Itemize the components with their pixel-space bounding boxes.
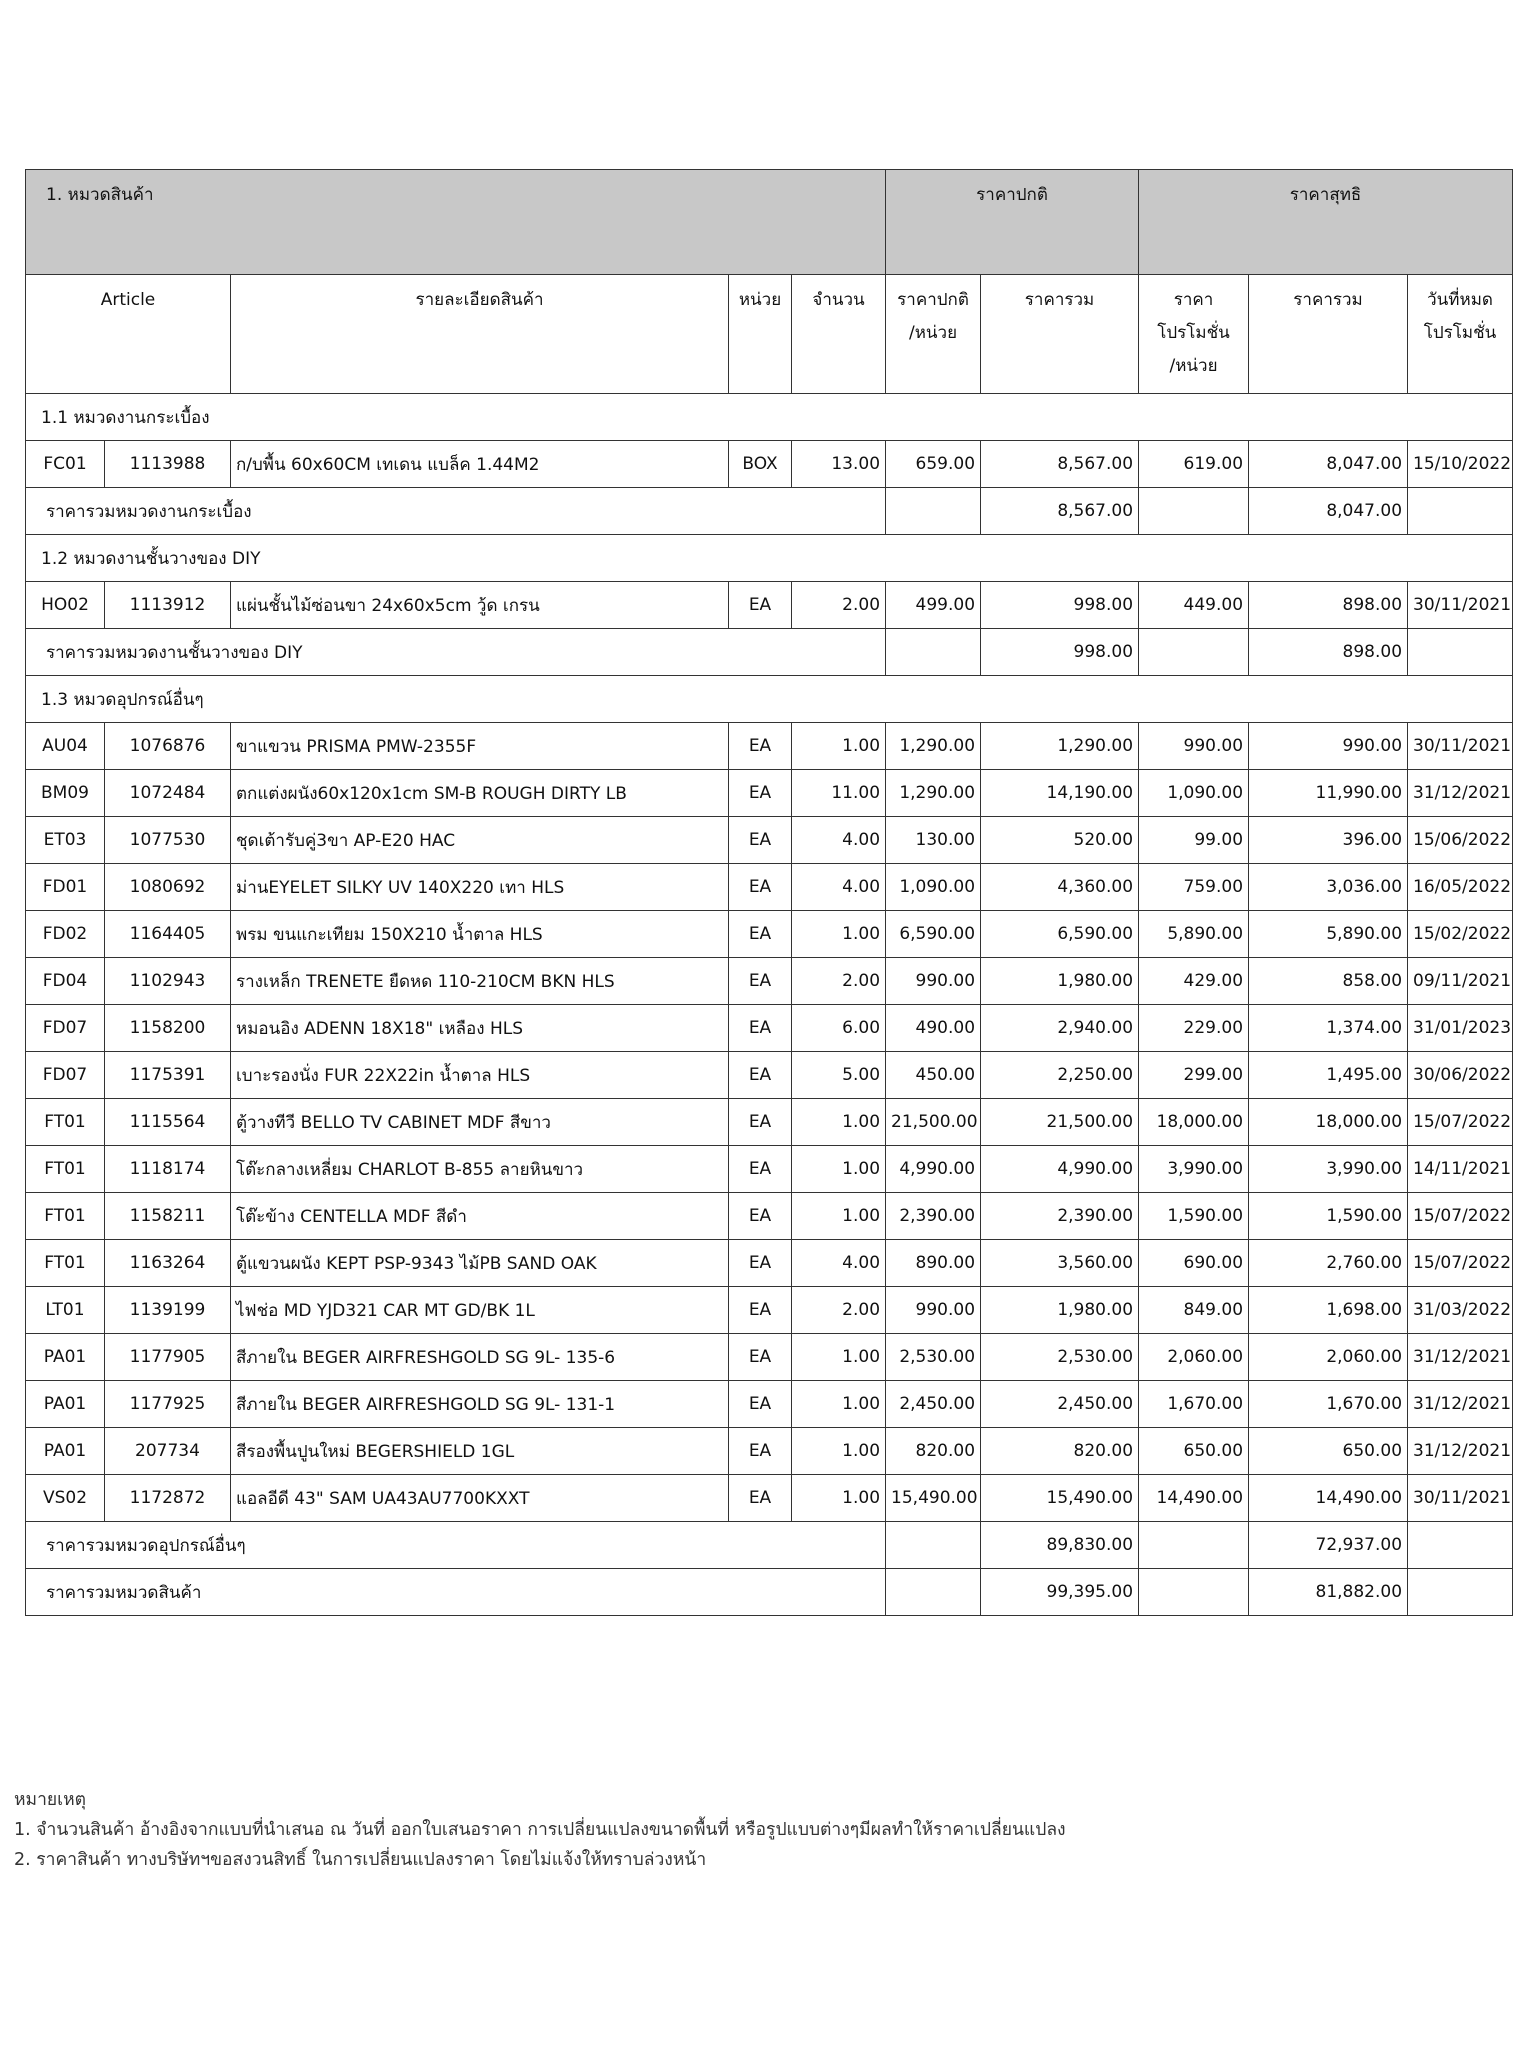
item-promo-price: 299.00 <box>1139 1052 1249 1099</box>
item-unit: EA <box>729 1052 792 1099</box>
item-qty: 1.00 <box>792 723 886 770</box>
item-article: 1158211 <box>105 1193 231 1240</box>
item-article: 1072484 <box>105 770 231 817</box>
item-promo-end: 31/12/2021 <box>1408 770 1513 817</box>
table-row <box>26 1334 1513 1381</box>
item-unit-price: 659.00 <box>886 441 981 488</box>
item-unit: EA <box>729 817 792 864</box>
item-promo-end: 15/02/2022 <box>1408 911 1513 958</box>
item-description: โต๊ะข้าง CENTELLA MDF สีดำ <box>231 1193 729 1240</box>
item-code: ET03 <box>26 817 105 864</box>
item-unit-price: 15,490.00 <box>886 1475 981 1522</box>
item-code: FT01 <box>26 1099 105 1146</box>
item-unit: EA <box>729 1334 792 1381</box>
item-promo-end: 31/12/2021 <box>1408 1334 1513 1381</box>
item-article: 207734 <box>105 1428 231 1475</box>
item-promo-end: 15/06/2022 <box>1408 817 1513 864</box>
item-promo-total: 1,698.00 <box>1249 1287 1408 1334</box>
item-code: FD07 <box>26 1052 105 1099</box>
item-total: 14,190.00 <box>981 770 1139 817</box>
item-description: ตู้แขวนผนัง KEPT PSP-9343 ไม้PB SAND OAK <box>231 1240 729 1287</box>
item-promo-end: 31/01/2023 <box>1408 1005 1513 1052</box>
item-qty: 1.00 <box>792 1475 886 1522</box>
item-total: 21,500.00 <box>981 1099 1139 1146</box>
col-promo-end <box>1408 275 1513 394</box>
item-article: 1102943 <box>105 958 231 1005</box>
item-promo-price: 690.00 <box>1139 1240 1249 1287</box>
header-row-columns <box>26 275 1513 394</box>
item-qty: 2.00 <box>792 958 886 1005</box>
col-promo-price <box>1139 275 1249 394</box>
item-unit: EA <box>729 723 792 770</box>
item-unit: EA <box>729 958 792 1005</box>
item-description: ตกแต่งผนัง60x120x1cm SM-B ROUGH DIRTY LB <box>231 770 729 817</box>
notes <box>14 1785 1066 1875</box>
item-promo-end: 30/11/2021 <box>1408 1475 1513 1522</box>
normal-price-header: ราคาปกติ <box>886 170 1139 275</box>
item-qty: 1.00 <box>792 1334 886 1381</box>
item-unit: EA <box>729 911 792 958</box>
item-promo-end: 30/11/2021 <box>1408 582 1513 629</box>
item-promo-total: 3,990.00 <box>1249 1146 1408 1193</box>
table-row <box>26 958 1513 1005</box>
item-promo-price: 1,090.00 <box>1139 770 1249 817</box>
item-unit: EA <box>729 1287 792 1334</box>
table-row <box>26 582 1513 629</box>
col-article: Article <box>26 275 231 394</box>
item-total: 1,980.00 <box>981 958 1139 1005</box>
item-promo-end: 30/06/2022 <box>1408 1052 1513 1099</box>
table-row <box>26 441 1513 488</box>
subtotal-total: 998.00 <box>981 629 1139 676</box>
subtotal-promo-total: 72,937.00 <box>1249 1522 1408 1569</box>
item-article: 1113988 <box>105 441 231 488</box>
item-unit-price: 499.00 <box>886 582 981 629</box>
item-description: ขาแขวน PRISMA PMW-2355F <box>231 723 729 770</box>
item-total: 2,250.00 <box>981 1052 1139 1099</box>
subtotal-empty-price <box>886 629 981 676</box>
subtotal-promo-total: 81,882.00 <box>1249 1569 1408 1616</box>
item-article: 1076876 <box>105 723 231 770</box>
item-total: 4,360.00 <box>981 864 1139 911</box>
subtotal-empty-end <box>1408 629 1513 676</box>
price-table <box>25 169 1513 1616</box>
item-article: 1080692 <box>105 864 231 911</box>
item-promo-end: 31/12/2021 <box>1408 1428 1513 1475</box>
col-total: ราคารวม <box>981 275 1139 394</box>
item-promo-total: 2,760.00 <box>1249 1240 1408 1287</box>
item-total: 2,940.00 <box>981 1005 1139 1052</box>
subtotal-row <box>26 488 1513 535</box>
item-promo-end: 09/11/2021 <box>1408 958 1513 1005</box>
item-promo-price: 1,670.00 <box>1139 1381 1249 1428</box>
item-promo-total: 1,495.00 <box>1249 1052 1408 1099</box>
item-promo-total: 396.00 <box>1249 817 1408 864</box>
item-unit-price: 1,290.00 <box>886 770 981 817</box>
item-article: 1175391 <box>105 1052 231 1099</box>
subtotal-empty-end <box>1408 1522 1513 1569</box>
item-promo-price: 650.00 <box>1139 1428 1249 1475</box>
subtotal-label: ราคารวมหมวดสินค้า <box>26 1569 886 1616</box>
subtotal-empty-promo <box>1139 1569 1249 1616</box>
item-qty: 5.00 <box>792 1052 886 1099</box>
item-unit-price: 820.00 <box>886 1428 981 1475</box>
table-row <box>26 1005 1513 1052</box>
item-description: เบาะรองนั่ง FUR 22X22in น้ำตาล HLS <box>231 1052 729 1099</box>
item-description: รางเหล็ก TRENETE ยืดหด 110-210CM BKN HLS <box>231 958 729 1005</box>
subtotal-total: 89,830.00 <box>981 1522 1139 1569</box>
table-row <box>26 770 1513 817</box>
subtotal-label: ราคารวมหมวดงานกระเบื้อง <box>26 488 886 535</box>
subtotal-label: ราคารวมหมวดงานชั้นวางของ DIY <box>26 629 886 676</box>
item-promo-end: 31/12/2021 <box>1408 1381 1513 1428</box>
item-description: โต๊ะกลางเหลี่ยม CHARLOT B-855 ลายหินขาว <box>231 1146 729 1193</box>
item-article: 1158200 <box>105 1005 231 1052</box>
item-description: สีรองพื้นปูนใหม่ BEGERSHIELD 1GL <box>231 1428 729 1475</box>
notes-heading: หมายเหตุ <box>14 1790 87 1810</box>
note-line-1: 1. จำนวนสินค้า อ้างอิงจากแบบที่นำเสนอ ณ วันที่ ออกใบเสนอราคา การเปลี่ยนแปลงขนาดพื้นที่ หรือรูปแบบต่างๆมีผลทำให้ราคาเปลี่ยนแปลง <box>14 1820 1066 1840</box>
item-code: FD01 <box>26 864 105 911</box>
item-total: 2,450.00 <box>981 1381 1139 1428</box>
item-article: 1177905 <box>105 1334 231 1381</box>
item-code: FD02 <box>26 911 105 958</box>
subtotal-label: ราคารวมหมวดอุปกรณ์อื่นๆ <box>26 1522 886 1569</box>
subtotal-empty-price <box>886 488 981 535</box>
item-qty: 2.00 <box>792 1287 886 1334</box>
col-description: รายละเอียดสินค้า <box>231 275 729 394</box>
subtotal-empty-promo <box>1139 629 1249 676</box>
section-row <box>26 535 1513 582</box>
item-unit: EA <box>729 1099 792 1146</box>
item-promo-total: 8,047.00 <box>1249 441 1408 488</box>
item-total: 4,990.00 <box>981 1146 1139 1193</box>
table-row <box>26 911 1513 958</box>
item-total: 2,530.00 <box>981 1334 1139 1381</box>
item-total: 520.00 <box>981 817 1139 864</box>
table-row <box>26 1475 1513 1522</box>
item-unit-price: 2,530.00 <box>886 1334 981 1381</box>
col-qty: จำนวน <box>792 275 886 394</box>
item-unit: EA <box>729 1475 792 1522</box>
item-code: FT01 <box>26 1193 105 1240</box>
section-title: 1.1 หมวดงานกระเบื้อง <box>26 394 1513 441</box>
item-promo-total: 650.00 <box>1249 1428 1408 1475</box>
item-promo-end: 15/07/2022 <box>1408 1240 1513 1287</box>
header-row-top <box>26 170 1513 275</box>
item-unit-price: 990.00 <box>886 1287 981 1334</box>
item-description: แอลอีดี 43" SAM UA43AU7700KXXT <box>231 1475 729 1522</box>
table-row <box>26 1287 1513 1334</box>
item-total: 2,390.00 <box>981 1193 1139 1240</box>
item-promo-total: 990.00 <box>1249 723 1408 770</box>
item-unit-price: 450.00 <box>886 1052 981 1099</box>
item-code: BM09 <box>26 770 105 817</box>
item-promo-total: 1,670.00 <box>1249 1381 1408 1428</box>
item-promo-price: 99.00 <box>1139 817 1249 864</box>
item-total: 3,560.00 <box>981 1240 1139 1287</box>
item-description: ก/บพื้น 60x60CM เทเดน แบล็ค 1.44M2 <box>231 441 729 488</box>
item-unit: EA <box>729 1428 792 1475</box>
item-total: 8,567.00 <box>981 441 1139 488</box>
item-total: 15,490.00 <box>981 1475 1139 1522</box>
item-promo-price: 14,490.00 <box>1139 1475 1249 1522</box>
col-end-line1: วันที่หมด <box>1427 290 1493 310</box>
table-row <box>26 1381 1513 1428</box>
subtotal-empty-promo <box>1139 488 1249 535</box>
item-qty: 6.00 <box>792 1005 886 1052</box>
subtotal-promo-total: 8,047.00 <box>1249 488 1408 535</box>
subtotal-empty-price <box>886 1522 981 1569</box>
item-unit: EA <box>729 864 792 911</box>
table-row <box>26 1240 1513 1287</box>
item-unit-price: 6,590.00 <box>886 911 981 958</box>
item-promo-total: 2,060.00 <box>1249 1334 1408 1381</box>
item-description: หมอนอิง ADENN 18X18" เหลือง HLS <box>231 1005 729 1052</box>
subtotal-row <box>26 1522 1513 1569</box>
table-row <box>26 1146 1513 1193</box>
item-code: FC01 <box>26 441 105 488</box>
item-unit-price: 2,450.00 <box>886 1381 981 1428</box>
item-unit: EA <box>729 582 792 629</box>
item-promo-total: 858.00 <box>1249 958 1408 1005</box>
table-row <box>26 1099 1513 1146</box>
item-article: 1172872 <box>105 1475 231 1522</box>
item-promo-price: 229.00 <box>1139 1005 1249 1052</box>
item-promo-price: 3,990.00 <box>1139 1146 1249 1193</box>
item-code: FT01 <box>26 1146 105 1193</box>
col-end-line2: โปรโมชั่น <box>1423 323 1497 343</box>
item-unit: EA <box>729 1240 792 1287</box>
item-qty: 1.00 <box>792 1193 886 1240</box>
item-article: 1177925 <box>105 1381 231 1428</box>
table-row <box>26 1052 1513 1099</box>
col-promo-line3: /หน่วย <box>1169 356 1218 376</box>
item-code: PA01 <box>26 1381 105 1428</box>
item-unit-price: 21,500.00 <box>886 1099 981 1146</box>
item-total: 1,980.00 <box>981 1287 1139 1334</box>
item-promo-total: 3,036.00 <box>1249 864 1408 911</box>
item-unit: EA <box>729 1193 792 1240</box>
item-article: 1077530 <box>105 817 231 864</box>
item-promo-end: 15/10/2022 <box>1408 441 1513 488</box>
col-promo-line2: โปรโมชั่น <box>1157 323 1230 343</box>
item-description: ตู้วางทีวี BELLO TV CABINET MDF สีขาว <box>231 1099 729 1146</box>
item-code: FD07 <box>26 1005 105 1052</box>
grand-total-row <box>26 1569 1513 1616</box>
item-unit-price: 890.00 <box>886 1240 981 1287</box>
table-row <box>26 1428 1513 1475</box>
item-promo-total: 14,490.00 <box>1249 1475 1408 1522</box>
item-qty: 1.00 <box>792 1146 886 1193</box>
item-code: LT01 <box>26 1287 105 1334</box>
item-unit: EA <box>729 1381 792 1428</box>
item-unit: EA <box>729 1005 792 1052</box>
item-promo-total: 5,890.00 <box>1249 911 1408 958</box>
table-row <box>26 864 1513 911</box>
item-promo-price: 619.00 <box>1139 441 1249 488</box>
subtotal-empty-price <box>886 1569 981 1616</box>
subtotal-total: 99,395.00 <box>981 1569 1139 1616</box>
item-promo-price: 2,060.00 <box>1139 1334 1249 1381</box>
subtotal-empty-end <box>1408 1569 1513 1616</box>
item-promo-price: 1,590.00 <box>1139 1193 1249 1240</box>
item-promo-price: 18,000.00 <box>1139 1099 1249 1146</box>
item-total: 6,590.00 <box>981 911 1139 958</box>
item-code: FT01 <box>26 1240 105 1287</box>
item-article: 1164405 <box>105 911 231 958</box>
item-article: 1139199 <box>105 1287 231 1334</box>
item-description: ม่านEYELET SILKY UV 140X220 เทา HLS <box>231 864 729 911</box>
item-description: ชุดเต้ารับคู่3ขา AP-E20 HAC <box>231 817 729 864</box>
item-code: VS02 <box>26 1475 105 1522</box>
col-unit-price-line2: /หน่วย <box>909 323 958 343</box>
item-qty: 2.00 <box>792 582 886 629</box>
item-unit-price: 4,990.00 <box>886 1146 981 1193</box>
item-total: 820.00 <box>981 1428 1139 1475</box>
item-unit-price: 1,090.00 <box>886 864 981 911</box>
item-unit-price: 990.00 <box>886 958 981 1005</box>
net-price-header: ราคาสุทธิ <box>1139 170 1513 275</box>
section-row <box>26 394 1513 441</box>
item-description: สีภายใน BEGER AIRFRESHGOLD SG 9L- 135-6 <box>231 1334 729 1381</box>
item-unit-price: 2,390.00 <box>886 1193 981 1240</box>
item-promo-price: 759.00 <box>1139 864 1249 911</box>
item-qty: 1.00 <box>792 911 886 958</box>
item-total: 1,290.00 <box>981 723 1139 770</box>
item-description: พรม ขนแกะเทียม 150X210 น้ำตาล HLS <box>231 911 729 958</box>
item-promo-end: 31/03/2022 <box>1408 1287 1513 1334</box>
item-promo-price: 5,890.00 <box>1139 911 1249 958</box>
item-code: PA01 <box>26 1334 105 1381</box>
table-row <box>26 723 1513 770</box>
subtotal-empty-end <box>1408 488 1513 535</box>
item-qty: 11.00 <box>792 770 886 817</box>
item-unit: EA <box>729 1146 792 1193</box>
subtotal-row <box>26 629 1513 676</box>
item-promo-total: 18,000.00 <box>1249 1099 1408 1146</box>
item-description: ไฟช่อ MD YJD321 CAR MT GD/BK 1L <box>231 1287 729 1334</box>
item-promo-end: 15/07/2022 <box>1408 1193 1513 1240</box>
col-promo-line1: ราคา <box>1173 290 1214 310</box>
item-promo-price: 449.00 <box>1139 582 1249 629</box>
item-code: HO02 <box>26 582 105 629</box>
item-promo-end: 16/05/2022 <box>1408 864 1513 911</box>
item-promo-price: 990.00 <box>1139 723 1249 770</box>
item-promo-total: 898.00 <box>1249 582 1408 629</box>
item-code: FD04 <box>26 958 105 1005</box>
item-code: AU04 <box>26 723 105 770</box>
item-qty: 13.00 <box>792 441 886 488</box>
section-row <box>26 676 1513 723</box>
item-description: แผ่นชั้นไม้ซ่อนขา 24x60x5cm วู้ด เกรน <box>231 582 729 629</box>
item-promo-total: 1,590.00 <box>1249 1193 1408 1240</box>
item-promo-price: 849.00 <box>1139 1287 1249 1334</box>
table-row <box>26 1193 1513 1240</box>
col-unit-price-line1: ราคาปกติ <box>897 290 969 310</box>
note-line-2: 2. ราคาสินค้า ทางบริษัทฯขอสงวนสิทธิ์ ในการเปลี่ยนแปลงราคา โดยไม่แจ้งให้ทราบล่วงหน้า <box>14 1850 707 1870</box>
item-description: สีภายใน BEGER AIRFRESHGOLD SG 9L- 131-1 <box>231 1381 729 1428</box>
subtotal-total: 8,567.00 <box>981 488 1139 535</box>
table-row <box>26 817 1513 864</box>
item-promo-price: 429.00 <box>1139 958 1249 1005</box>
item-promo-total: 11,990.00 <box>1249 770 1408 817</box>
item-qty: 4.00 <box>792 817 886 864</box>
item-unit: BOX <box>729 441 792 488</box>
col-unit-price <box>886 275 981 394</box>
item-qty: 1.00 <box>792 1381 886 1428</box>
item-article: 1115564 <box>105 1099 231 1146</box>
item-article: 1163264 <box>105 1240 231 1287</box>
item-unit: EA <box>729 770 792 817</box>
item-qty: 1.00 <box>792 1099 886 1146</box>
item-qty: 1.00 <box>792 1428 886 1475</box>
item-unit-price: 130.00 <box>886 817 981 864</box>
item-unit-price: 490.00 <box>886 1005 981 1052</box>
item-qty: 4.00 <box>792 1240 886 1287</box>
section-title: 1.3 หมวดอุปกรณ์อื่นๆ <box>26 676 1513 723</box>
item-promo-end: 15/07/2022 <box>1408 1099 1513 1146</box>
col-unit: หน่วย <box>729 275 792 394</box>
item-unit-price: 1,290.00 <box>886 723 981 770</box>
item-promo-total: 1,374.00 <box>1249 1005 1408 1052</box>
item-article: 1118174 <box>105 1146 231 1193</box>
item-qty: 4.00 <box>792 864 886 911</box>
subtotal-empty-promo <box>1139 1522 1249 1569</box>
item-code: PA01 <box>26 1428 105 1475</box>
section-title: 1.2 หมวดงานชั้นวางของ DIY <box>26 535 1513 582</box>
category-header: 1. หมวดสินค้า <box>26 170 886 275</box>
item-article: 1113912 <box>105 582 231 629</box>
item-total: 998.00 <box>981 582 1139 629</box>
subtotal-promo-total: 898.00 <box>1249 629 1408 676</box>
col-promo-total: ราคารวม <box>1249 275 1408 394</box>
item-promo-end: 30/11/2021 <box>1408 723 1513 770</box>
item-promo-end: 14/11/2021 <box>1408 1146 1513 1193</box>
